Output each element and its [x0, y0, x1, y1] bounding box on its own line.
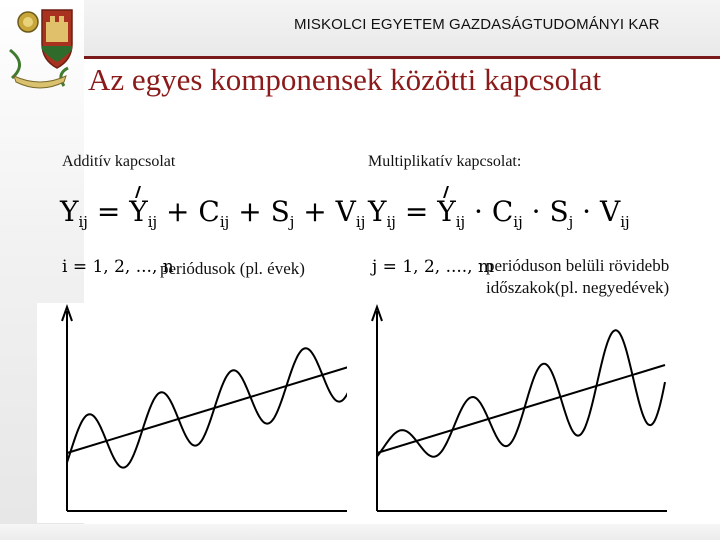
title-divider: [84, 56, 720, 59]
multiplicative-index-desc-2: időszakok(pl. negyedévek): [486, 278, 670, 297]
multiplicative-index-desc-1: perióduson belüli rövidebb: [486, 256, 670, 275]
multiplicative-index: j = 1, 2, ...., m: [372, 257, 495, 277]
additive-series-line: [67, 348, 355, 467]
additive-index-desc: periódusok (pl. évek): [160, 259, 305, 278]
university-crest-icon: [4, 2, 76, 92]
multiplicative-series-line: [377, 330, 665, 457]
institution-name: MISKOLCI EGYETEM GAZDASÁGTUDOMÁNYI KAR: [294, 16, 660, 33]
additive-index: i = 1, 2, ..., n: [62, 257, 174, 277]
additive-chart: [37, 303, 363, 523]
additive-label: Additív kapcsolat: [62, 153, 176, 170]
multiplicative-label: Multiplikatív kapcsolat:: [368, 153, 522, 170]
footer-band: [0, 524, 720, 540]
multiplicative-formula: $Y_{ij} = Y_{ij} \cdot C_{ij} \cdot S_j \cdot V_{ij}$: [368, 192, 630, 232]
slide-title: Az egyes komponensek közötti kapcsolat: [88, 62, 602, 97]
multiplicative-trend-line: [377, 365, 665, 453]
header-bar: [84, 0, 720, 56]
additive-formula: $Y_{ij} = Y_{ij} + C_{ij} + S_j + V_{ij}$: [60, 192, 365, 232]
multiplicative-chart: [347, 303, 673, 523]
additive-trend-line: [67, 365, 355, 453]
